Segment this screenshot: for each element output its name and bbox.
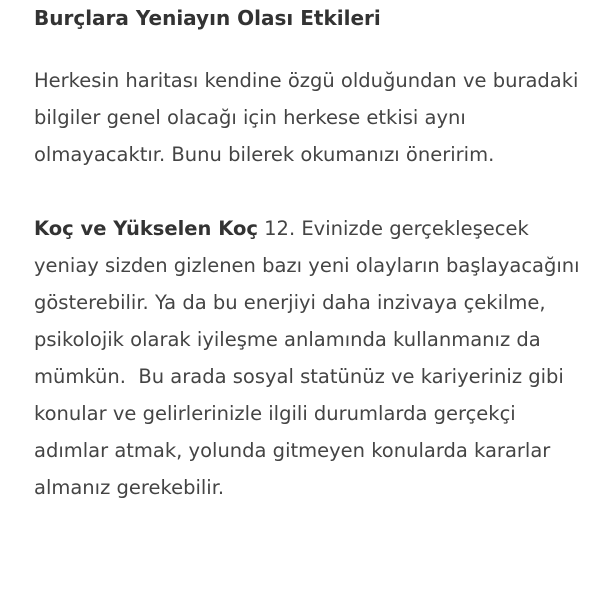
intro-paragraph: Herkesin haritası kendine özgü olduğundan ve buradaki bilgiler genel olacağı için herkese etkisi aynı olmayacaktır. Bunu bilerek okumanızı öneririm. (34, 69, 579, 166)
sign-paragraph-aries (34, 210, 594, 506)
article (34, 0, 594, 506)
article-title: Burçlara Yeniayın Olası Etkileri (34, 6, 381, 30)
sign-text-aries: 12. Evinizde gerçekleşecek yeniay sizden gizlenen bazı yeni olayların başlayacağını gösterebilir. Ya da bu enerjiyi daha inzivaya çekilme, psikolojik olarak iyileşme anlamında kullanmanız da mümkün. Bu arada sosyal statünüz ve kariyeriniz gibi konular ve gelirlerinizle ilgili durumlarda gerçekçi adımlar atmak, yolunda gitmeyen konularda kararlar almanız gerekebilir. (34, 217, 586, 499)
sign-heading-aries: Koç ve Yükselen Koç (34, 217, 258, 240)
